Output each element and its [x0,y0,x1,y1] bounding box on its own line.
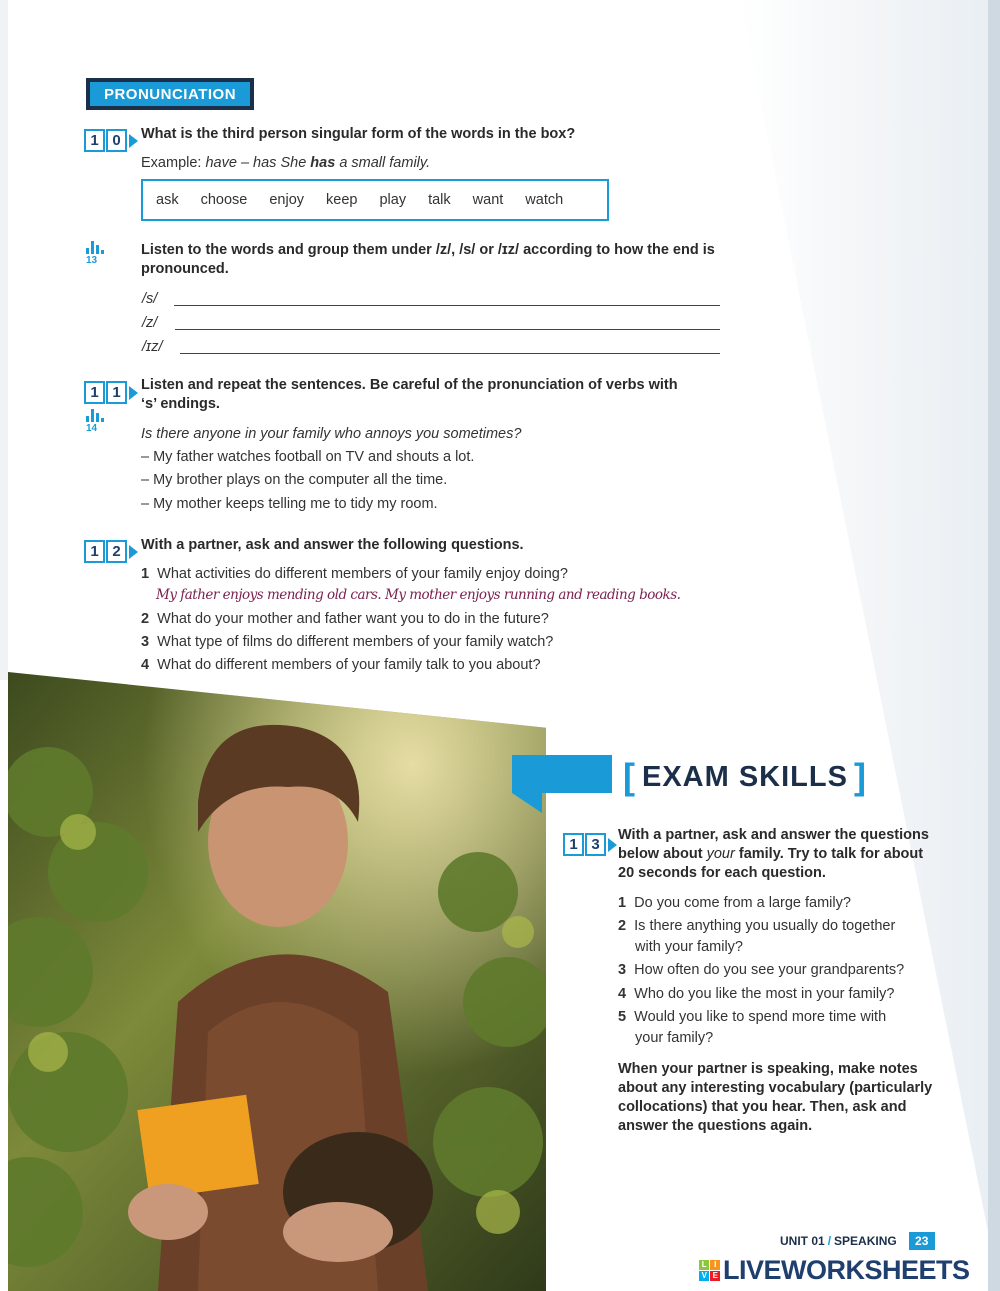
listen-instruction-line: Listen to the words and group them under /z/, /s/ or /ɪz/ according to how the end is [141,242,715,258]
digit: 0 [106,129,127,152]
audio-icon[interactable] [86,409,108,434]
exercise-11-answer: – My brother plays on the computer all the time. [141,472,448,488]
question-item [141,656,541,675]
question-item [141,610,549,629]
photo-illustration [8,672,546,1291]
question-number: 5 [618,1009,627,1025]
digit: 2 [106,540,127,563]
photo-man-gardening [8,672,546,1291]
example-prefix: Example: [141,155,206,171]
audio-icon[interactable] [86,241,108,266]
logo-letter: V [699,1271,709,1281]
digit: 1 [106,381,127,404]
word: want [472,192,504,208]
audio-bars-icon [86,241,108,254]
question-item [618,1008,886,1027]
digit: 1 [84,540,105,563]
instruction-line [618,845,929,864]
question-text: Is there anything you usually do together [634,918,896,934]
instruction-italic: your [706,846,735,862]
orange-pot [137,1095,258,1199]
audio-track-number: 14 [86,423,98,434]
instruction-line: Listen and repeat the sentences. Be careful of the pronunciation of verbs with [141,377,678,393]
instruction-line: ‘s’ endings. [141,396,220,412]
exercise-12-instruction: With a partner, ask and answer the following questions. [141,537,524,553]
example-text: She [276,155,311,171]
exercise-11-number [84,381,138,404]
liveworksheets-logo-icon [699,1260,720,1281]
question-number: 3 [141,634,150,650]
question-item [618,985,894,1004]
question-item [618,961,904,980]
bracket-right: ] [853,756,867,797]
word: talk [428,192,451,208]
exercise-13-number [563,833,617,856]
example-text: a small family. [335,155,431,171]
digit: 1 [84,129,105,152]
notes-line: collocations) that you hear. Then, ask and [618,1099,907,1115]
instruction-text: family. Try to talk for about [738,846,924,862]
section-tag-label: PRONUNCIATION [90,82,250,106]
instruction-text: below about [618,846,707,862]
question-item [618,894,851,913]
logo-letter: E [710,1271,720,1281]
footer-unit: UNIT 01 [780,1234,825,1248]
word: keep [326,192,358,208]
exam-skills-bar [512,755,612,793]
listen-instruction-line: pronounced. [141,261,229,277]
exercise-10-number [84,129,138,152]
liveworksheets-watermark[interactable] [699,1255,970,1286]
example-bold: has [310,155,336,171]
group-label-s: /s/ [142,291,158,307]
group-label-z: /z/ [142,315,158,331]
arrow-icon [608,838,617,852]
word: choose [200,192,248,208]
question-text-continued: your family? [635,1030,714,1046]
question-text: What do different members of your family talk to you about? [157,657,541,673]
arrow-icon [129,386,138,400]
listen-instruction [141,241,715,279]
word-box [141,179,609,221]
word: watch [525,192,564,208]
question-text: Do you come from a large family? [634,895,851,911]
exercise-12-number [84,540,138,563]
page-footer [780,1232,935,1250]
question-number: 4 [618,986,627,1002]
logo-letter: L [699,1260,709,1270]
question-number: 1 [618,895,627,911]
digit: 1 [563,833,584,856]
word: enjoy [269,192,305,208]
question-number: 4 [141,657,150,673]
question-text: What type of films do different members of your family watch? [157,634,554,650]
exercise-11-answer: – My father watches football on TV and shouts a lot. [141,449,475,465]
instruction-line: With a partner, ask and answer the questions [618,827,929,843]
page-edge [988,0,1000,1291]
question-item [618,917,895,936]
exercise-11-question: Is there anyone in your family who annoys you sometimes? [141,426,522,442]
question-text: What activities do different members of your family enjoy doing? [157,566,568,582]
example-italic: have – has [205,155,277,171]
arrow-icon [129,545,138,559]
footer-section: SPEAKING [834,1234,897,1248]
word: play [379,192,407,208]
notes-line: When your partner is speaking, make notes [618,1061,918,1077]
digit: 3 [585,833,606,856]
handwritten-answer[interactable]: My father enjoys mending old cars. My mother enjoys running and reading books. [156,587,681,603]
footer-separator: / [827,1234,832,1248]
exam-skills-label: EXAM SKILLS [642,760,848,793]
question-text-continued: with your family? [635,939,743,955]
example-line [141,154,430,173]
watermark-text: LIVEWORKSHEETS [723,1255,970,1285]
section-tag [86,78,254,110]
notes-instruction [618,1060,932,1136]
exercise-11-answer: – My mother keeps telling me to tidy my room. [141,496,438,512]
question-item [141,633,553,652]
word: ask [156,192,179,208]
page-number: 23 [909,1232,935,1250]
question-number: 2 [141,611,150,627]
question-text: Who do you like the most in your family? [634,986,895,1002]
digit: 1 [84,381,105,404]
group-label-iz: /ɪz/ [142,339,163,355]
page-left-edge [0,0,8,680]
question-number: 1 [141,566,150,582]
instruction-line: 20 seconds for each question. [618,865,826,881]
logo-letter: I [710,1260,720,1270]
notes-line: about any interesting vocabulary (particularly [618,1080,933,1096]
audio-bars-icon [86,409,108,422]
exercise-13-instruction [618,826,929,883]
notes-line: answer the questions again. [618,1118,813,1134]
exam-skills-title [617,756,873,798]
bracket-left: [ [623,756,636,797]
question-number: 2 [618,918,627,934]
exercise-11-instruction [141,376,678,414]
question-number: 3 [618,962,627,978]
arrow-icon [129,134,138,148]
answer-line-z[interactable] [175,329,720,330]
question-text: What do your mother and father want you to do in the future? [157,611,549,627]
answer-line-iz[interactable] [180,353,720,354]
audio-track-number: 13 [86,255,98,266]
question-text: How often do you see your grandparents? [634,962,905,978]
question-text: Would you like to spend more time with [634,1009,887,1025]
exercise-10-instruction: What is the third person singular form of the words in the box? [141,126,576,142]
question-item [141,565,568,584]
answer-line-s[interactable] [174,305,720,306]
